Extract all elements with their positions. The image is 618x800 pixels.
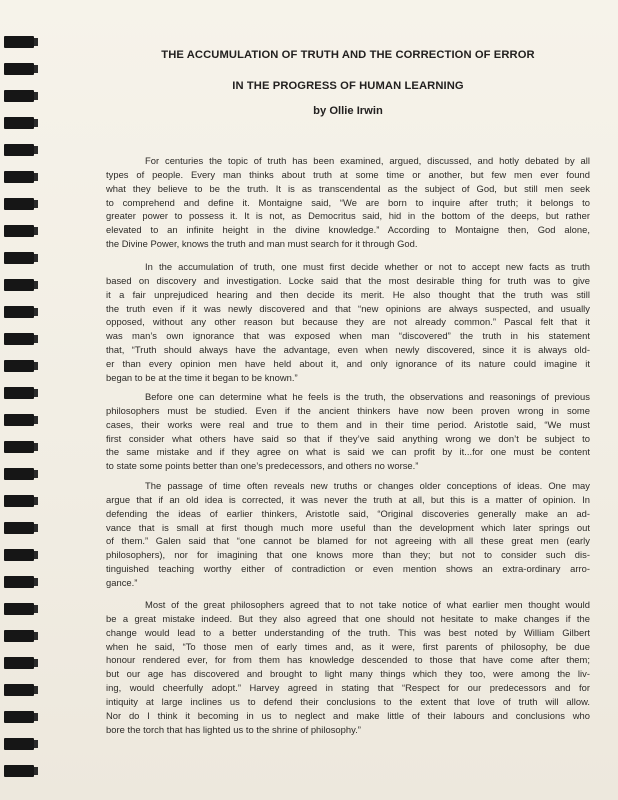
text-line: of them.” Galen said that “one cannot be blamed for not agreeing with all these great men (early: [106, 535, 590, 547]
binding-hole-icon: [4, 441, 34, 453]
binding-hole-icon: [4, 36, 34, 48]
text-line: defending the ideas of earlier thinkers, Aristotle said, “Original discoveries generally make an ad-: [106, 507, 590, 519]
binding-hole-icon: [4, 657, 34, 669]
text-line: argue that if an old idea is corrected, it was never the truth at all, but this is a matter of opinion. In: [106, 493, 590, 505]
binding-hole-icon: [4, 198, 34, 210]
document-author: by Ollie Irwin: [313, 105, 383, 117]
binding-hole-icon: [4, 144, 34, 156]
paragraph-5: [106, 598, 590, 736]
binding-hole-icon: [4, 225, 34, 237]
text-line: tinguished teaching worthy either of contradiction or even mention shows an extra-ordinary arro-: [106, 563, 590, 575]
text-line: change would lead to a better understanding of the truth. This was best noted by William Gilbert: [106, 626, 590, 638]
binding-hole-icon: [4, 630, 34, 642]
comb-binding: [0, 0, 40, 800]
binding-hole-icon: [4, 522, 34, 534]
binding-hole-icon: [4, 711, 34, 723]
text-line: The passage of time often reveals new truths or changes older conceptions of ideas. One may: [145, 480, 590, 491]
text-line: Nor do I think it becoming in us to neglect and make little of their labours and conclusions who: [106, 709, 590, 721]
paragraph-4: [106, 479, 590, 590]
binding-hole-icon: [4, 603, 34, 615]
text-line: first consider what others have said so that if they’ve said anything wrong we don’t be subject to: [106, 432, 590, 444]
text-line: er than every opinion men have held about it, and only ignorance of its nature could imagine it: [106, 357, 590, 369]
binding-hole-icon: [4, 171, 34, 183]
text-line: vance that is small at first though much more useful than the development which later springs out: [106, 521, 590, 533]
text-line: greater power to possess it. It is not, as Democritus said, hid in the bottom of the deeps, but rather: [106, 210, 590, 222]
binding-hole-icon: [4, 738, 34, 750]
text-line: but our age has discovered and brought to light many things which they too, were among the liv-: [106, 668, 590, 680]
binding-hole-icon: [4, 279, 34, 291]
binding-hole-icon: [4, 63, 34, 75]
binding-hole-icon: [4, 90, 34, 102]
text-line: what they believe to be the truth. It is as transcendental as the subject of God, but still men seek: [106, 182, 590, 194]
binding-hole-icon: [4, 468, 34, 480]
text-line: the Divine Power, knows the truth and man must search for it through God.: [106, 238, 418, 250]
binding-hole-icon: [4, 387, 34, 399]
text-line: to comprehend and define it. Montaigne said, “We are born to inquire after truth; it belongs to: [106, 196, 590, 208]
binding-hole-icon: [4, 117, 34, 129]
text-line: In the accumulation of truth, one must first decide whether or not to accept new facts as truth: [145, 261, 590, 272]
text-line: it a fair unprejudiced hearing and then decide its merit. He also thought that the truth was still: [106, 288, 590, 300]
text-line: began to be at the time it began to be known.”: [106, 371, 298, 383]
document-subtitle: IN THE PROGRESS OF HUMAN LEARNING: [232, 80, 464, 92]
text-line: was man’s own ignorance that was exposed when man “discovered” the truth in his statement: [106, 330, 590, 342]
text-line: the same mistake and if they agree on what is said we can profit by it...for one must be content: [106, 446, 590, 458]
text-line: Before one can determine what he feels is the truth, the observations and reasonings of previous: [145, 391, 590, 402]
text-line: be a great mistake indeed. But they also agreed that one should not hesitate to make changes if the: [106, 612, 590, 624]
document-title: THE ACCUMULATION OF TRUTH AND THE CORRECTION OF ERROR: [161, 49, 535, 61]
text-line: the truth even if it was newly discovered and that “new opinions are always suspected, and usually: [106, 302, 590, 314]
text-line: opposed, without any other reason but because they are not already common.” Pascal felt that it: [106, 316, 590, 328]
binding-hole-icon: [4, 252, 34, 264]
text-line: elevated to an infinite height in the divine knowledge.” According to Montaigne then, God alone,: [106, 224, 590, 236]
text-line: that, “Truth should always have the advantage, even when newly discovered, since it is always old-: [106, 344, 590, 356]
text-line: philosophers), nor for imagining that one knows more than they; but not to consider such dis-: [106, 549, 590, 561]
binding-hole-icon: [4, 306, 34, 318]
text-line: bore the torch that has lighted us to the shrine of philosophy.”: [106, 723, 361, 735]
binding-hole-icon: [4, 333, 34, 345]
text-line: gance.”: [106, 576, 138, 588]
binding-hole-icon: [4, 549, 34, 561]
text-line: types of people. Every man thinks about truth at some time or another, but few men ever found: [106, 168, 590, 180]
paragraph-1: [106, 154, 590, 251]
text-line: ing, would cheerfully adopt.” Harvey agreed in stating that “Respect for our predecessors and for: [106, 682, 590, 694]
binding-hole-icon: [4, 765, 34, 777]
text-line: For centuries the topic of truth has been examined, argued, discussed, and hotly debated by all: [145, 155, 590, 166]
binding-hole-icon: [4, 576, 34, 588]
paragraph-2: [106, 260, 590, 385]
text-line: when he said, “To those men of early times and, as it were, first parents of philosophy, be due: [106, 640, 590, 652]
text-line: to state some points better than one’s predecessors, and others no worse.”: [106, 460, 419, 472]
text-line: intiquity at large inclines us to defend their conclusions to the extent that love of truth will allow.: [106, 695, 590, 707]
text-line: philosophers must be studied. Even if the ancient thinkers have now been proven wrong in some: [106, 404, 590, 416]
text-line: Most of the great philosophers agreed that to not take notice of what earlier men thought would: [145, 599, 590, 610]
binding-hole-icon: [4, 414, 34, 426]
text-line: based on discovery and investigation. Locke said that the most desirable thing for truth was to give: [106, 274, 590, 286]
text-line: cases, their works were real and true to them and in their time period. Aristotle said, “We must: [106, 418, 590, 430]
binding-hole-icon: [4, 684, 34, 696]
paragraph-3: [106, 390, 590, 473]
binding-hole-icon: [4, 360, 34, 372]
binding-hole-icon: [4, 495, 34, 507]
text-line: honour rendered ever, for from them has knowledge descended to those that have come after them;: [106, 654, 590, 666]
